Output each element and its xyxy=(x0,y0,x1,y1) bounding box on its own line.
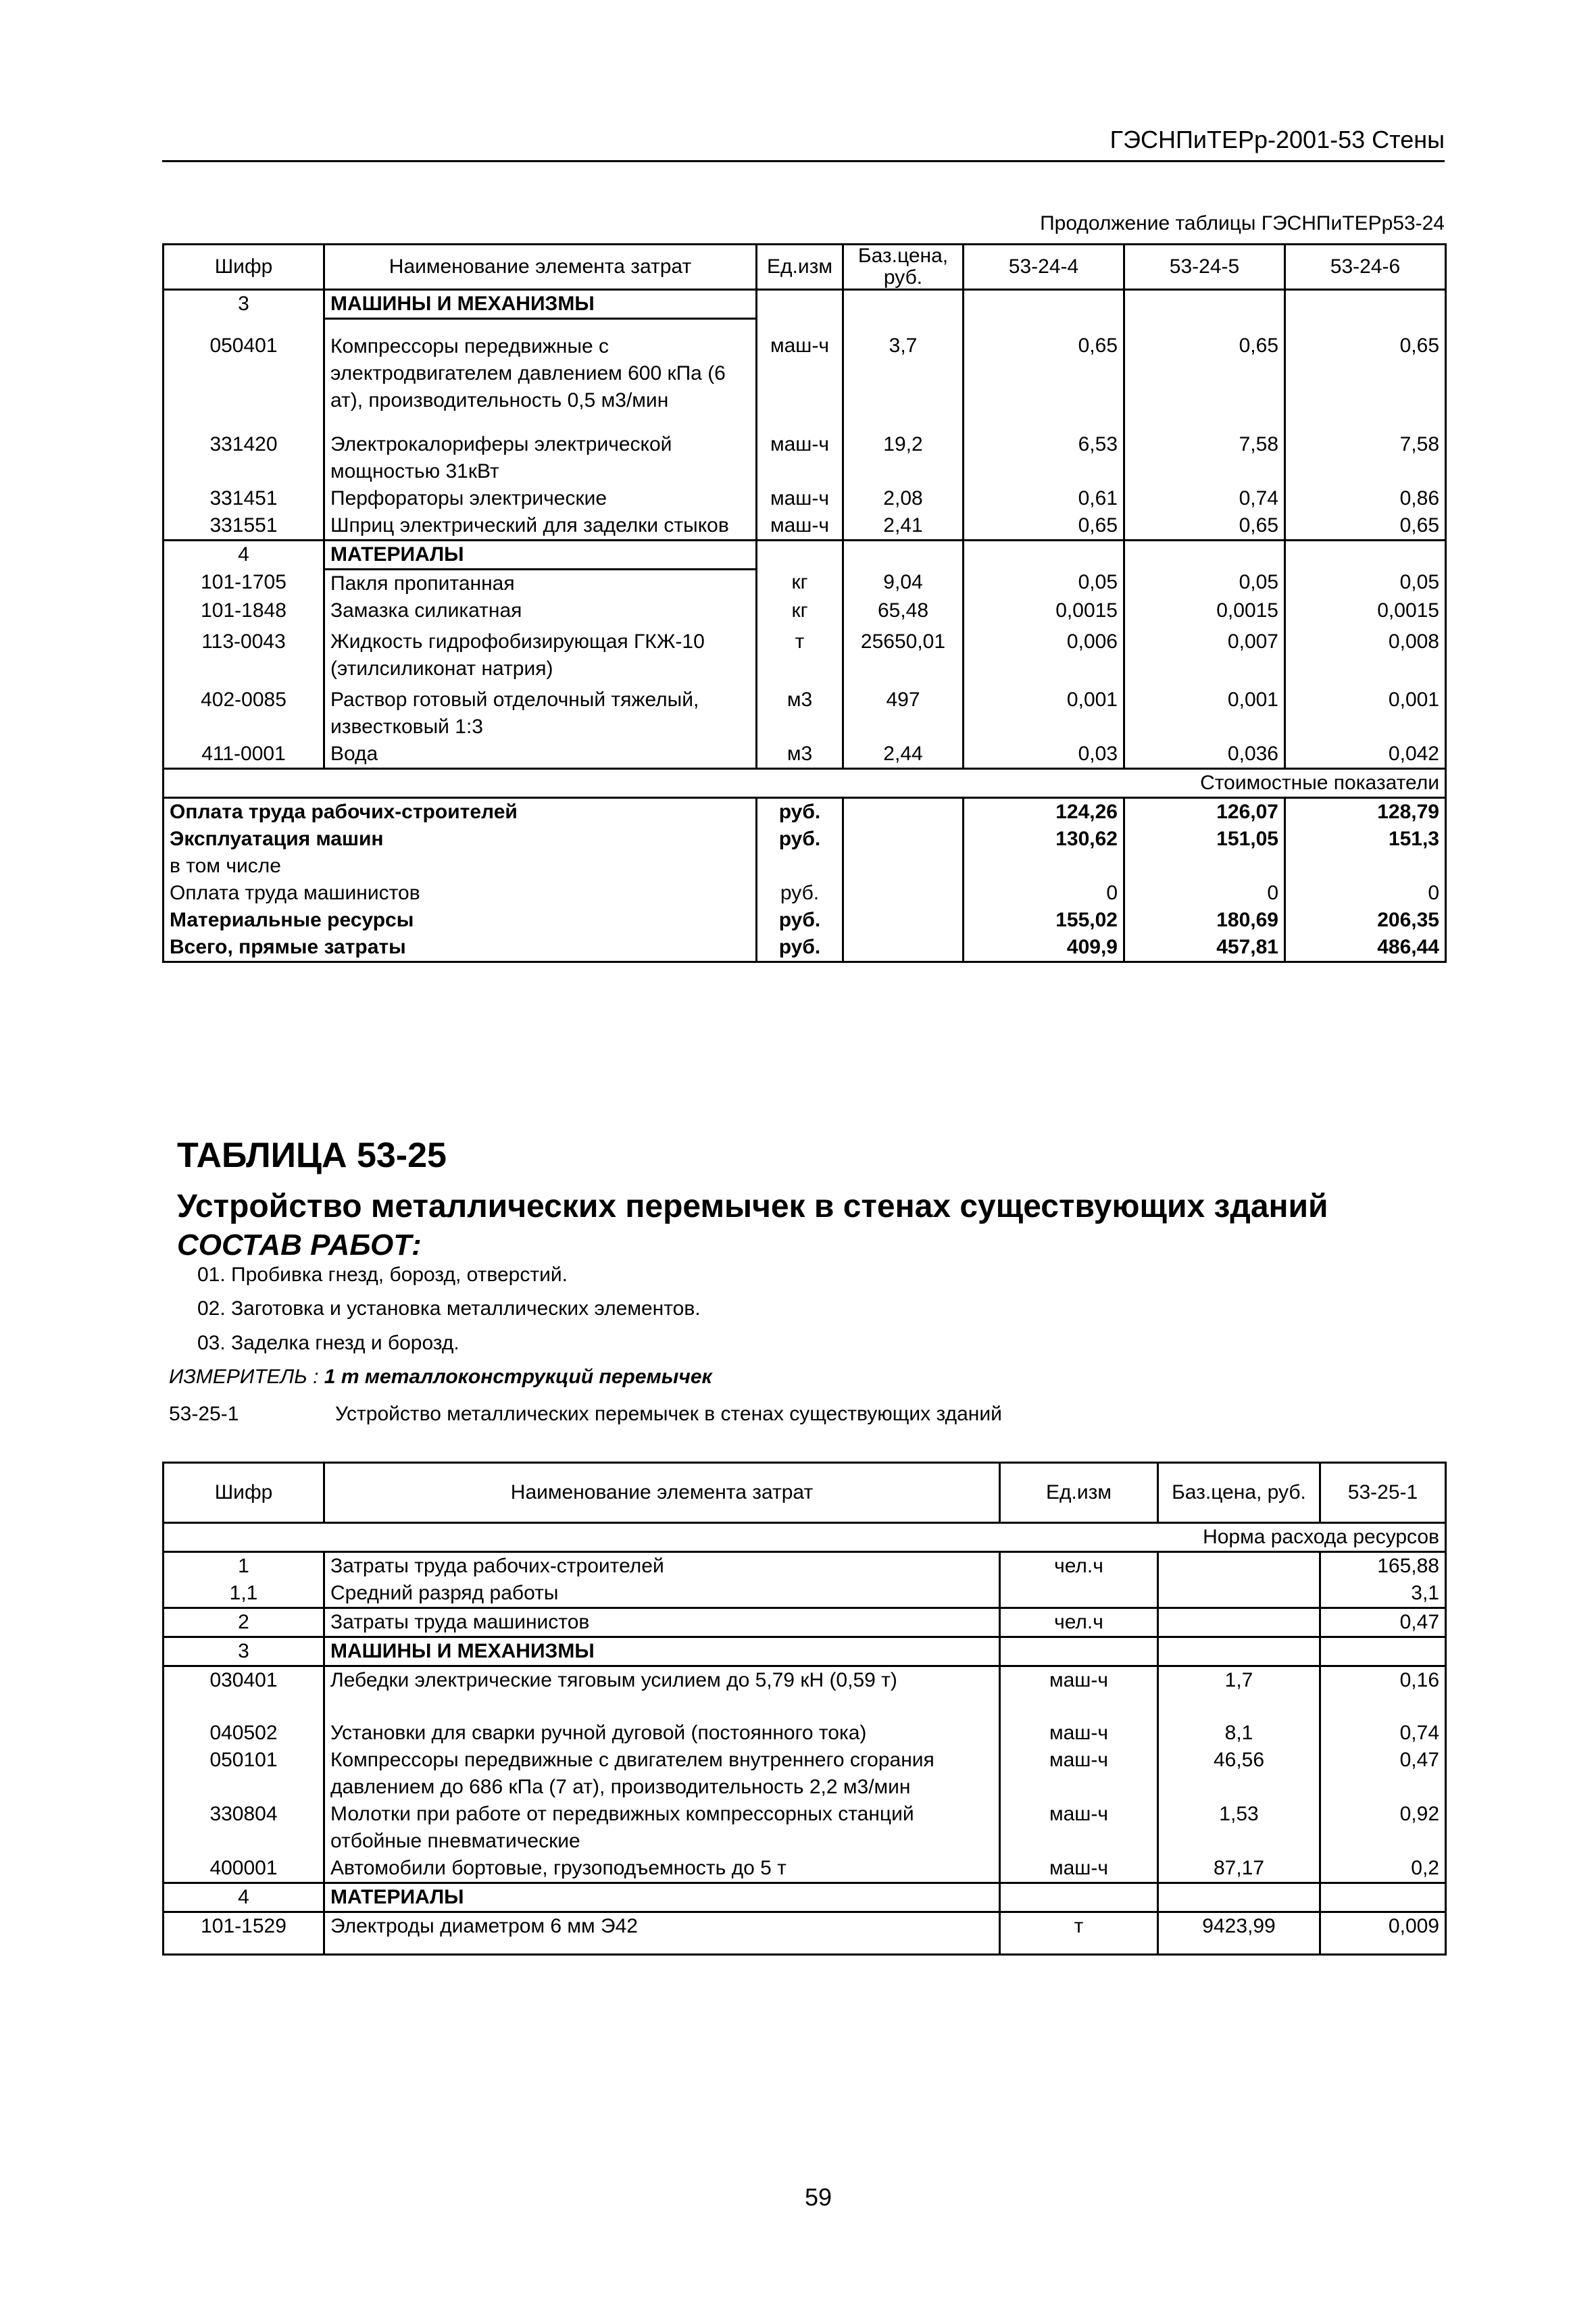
summary-value: 124,26 xyxy=(964,797,1124,826)
row-price: 8,1 xyxy=(1158,1720,1320,1747)
section-number: 3 xyxy=(164,290,324,319)
summary-label: в том числе xyxy=(170,854,281,877)
summary-label: Оплата труда машинистов xyxy=(170,881,420,904)
row-value: 0,0015 xyxy=(1377,599,1439,622)
summary-value: 457,81 xyxy=(1124,934,1285,962)
table-row xyxy=(164,1912,1446,1955)
table-53-24 xyxy=(162,243,1447,963)
summary-row xyxy=(164,826,1446,853)
summary-unit: руб. xyxy=(757,797,843,826)
row-price: 25650,01 xyxy=(843,624,964,682)
row-unit: маш-ч xyxy=(757,512,843,541)
table-header-row xyxy=(164,1463,1446,1523)
row-name: Лебедки электрические тяговым усилием до 5,79 кН (0,59 т) xyxy=(324,1666,1000,1720)
row-unit: чел.ч xyxy=(1000,1552,1158,1580)
row-price: 1,7 xyxy=(1158,1666,1320,1720)
column-header: Наименование элемента затрат xyxy=(324,245,757,290)
summary-row xyxy=(164,797,1446,826)
row-unit: м3 xyxy=(757,682,843,741)
summary-value: 206,35 xyxy=(1377,908,1439,931)
row-code: 050401 xyxy=(164,319,324,427)
row-value: 0,65 xyxy=(964,319,1124,427)
row-name: Затраты труда машинистов xyxy=(324,1608,1000,1637)
row-code: 331420 xyxy=(164,427,324,485)
row-name: Жидкость гидрофобизирующая ГКЖ-10 (этилсиликонат натрия) xyxy=(324,624,757,682)
summary-value: 151,05 xyxy=(1124,826,1285,853)
section-number: 4 xyxy=(164,1883,324,1912)
row-value: 0,16 xyxy=(1320,1666,1446,1720)
row-code: 400001 xyxy=(164,1855,324,1883)
row-code: 030401 xyxy=(164,1666,324,1720)
row-unit: маш-ч xyxy=(757,485,843,512)
table-row xyxy=(164,1720,1446,1747)
row-name: Средний разряд работы xyxy=(324,1580,1000,1608)
table-row xyxy=(164,485,1446,512)
section-title: МАШИНЫ И МЕХАНИЗМЫ xyxy=(324,1637,1000,1666)
row-name: Установки для сварки ручной дуговой (постоянного тока) xyxy=(324,1720,1000,1747)
table-row xyxy=(164,569,1446,597)
row-name: Электрокалориферы электрической мощностью 31кВт xyxy=(324,427,757,485)
summary-value: 0 xyxy=(964,880,1124,907)
table-row xyxy=(164,1801,1446,1855)
summary-value: 128,79 xyxy=(1377,800,1439,823)
row-name: Пакля пропитанная xyxy=(324,569,757,597)
summary-value: 486,44 xyxy=(1377,935,1439,958)
column-header: 53-24-4 xyxy=(964,245,1124,290)
row-unit: кг xyxy=(757,597,843,624)
row-price: 19,2 xyxy=(843,427,964,485)
summary-unit: руб. xyxy=(757,934,843,962)
summary-row xyxy=(164,934,1446,962)
row-value: 0,03 xyxy=(964,741,1124,769)
row-value: 0,65 xyxy=(1124,512,1285,541)
row-value: 0,2 xyxy=(1411,1857,1439,1879)
row-code: 402-0085 xyxy=(164,682,324,741)
row-value: 0,92 xyxy=(1399,1803,1439,1825)
row-code: 331451 xyxy=(164,485,324,512)
table-subtitle: Устройство металлических перемычек в стенах существующих зданий xyxy=(177,1189,1328,1224)
row-value: 0,47 xyxy=(1399,1749,1439,1771)
row-value: 0,0015 xyxy=(964,597,1124,624)
row-price: 2,41 xyxy=(843,512,964,541)
row-name: Раствор готовый отделочный тяжелый, известковый 1:3 xyxy=(324,682,757,741)
row-value: 0,74 xyxy=(1124,485,1285,512)
row-value: 0,65 xyxy=(1399,514,1439,537)
row-value: 0,65 xyxy=(1124,319,1285,427)
row-unit: маш-ч xyxy=(757,427,843,485)
cost-indicators-label: Стоимостные показатели xyxy=(164,768,1446,797)
table-row xyxy=(164,427,1446,485)
row-code: 331551 xyxy=(164,512,324,541)
section-row xyxy=(164,1637,1446,1666)
row-value: 0,61 xyxy=(964,485,1124,512)
summary-value: 155,02 xyxy=(964,907,1124,934)
summary-unit: руб. xyxy=(757,826,843,853)
summary-label: Всего, прямые затраты xyxy=(170,935,406,958)
column-header: Ед.изм xyxy=(757,245,843,290)
summary-label: Оплата труда рабочих-строителей xyxy=(170,800,518,823)
table-row xyxy=(164,1580,1446,1608)
summary-value: 0 xyxy=(1124,880,1285,907)
row-value: 0,47 xyxy=(1320,1608,1446,1637)
column-header: 53-25-1 xyxy=(1320,1463,1446,1523)
table-title: ТАБЛИЦА 53-25 xyxy=(177,1136,447,1175)
section-number: 3 xyxy=(164,1637,324,1666)
header-rule xyxy=(162,160,1445,162)
row-value: 0,86 xyxy=(1399,487,1439,509)
row-price: 1,53 xyxy=(1158,1801,1320,1855)
row-name: Автомобили бортовые, грузоподъемность до 5 т xyxy=(324,1855,1000,1883)
section-title: МАТЕРИАЛЫ xyxy=(324,1883,1000,1912)
table-row xyxy=(164,1608,1446,1637)
row-price: 497 xyxy=(843,682,964,741)
norm-row xyxy=(164,1523,1446,1552)
row-price: 2,44 xyxy=(843,741,964,769)
column-header: Ед.изм xyxy=(1000,1463,1158,1523)
norm-label: Норма расхода ресурсов xyxy=(164,1523,1446,1552)
row-price: 2,08 xyxy=(843,485,964,512)
row-code: 101-1705 xyxy=(164,569,324,597)
section-row xyxy=(164,540,1446,569)
table-row xyxy=(164,624,1446,682)
row-unit: маш-ч xyxy=(1000,1801,1158,1855)
row-code: 101-1529 xyxy=(164,1912,324,1955)
row-value: 0,001 xyxy=(964,682,1124,741)
table-row xyxy=(164,1747,1446,1801)
row-name: Шприц электрический для заделки стыков xyxy=(324,512,757,541)
row-price: 9423,99 xyxy=(1158,1912,1320,1955)
row-name: Молотки при работе от передвижных компрессорных станций отбойные пневматические xyxy=(324,1801,1000,1855)
summary-row xyxy=(164,880,1446,907)
row-unit: кг xyxy=(757,569,843,597)
row-value: 0,05 xyxy=(964,569,1124,597)
row-name: Затраты труда рабочих-строителей xyxy=(324,1552,1000,1580)
column-header: 53-24-5 xyxy=(1124,245,1285,290)
row-value: 0,042 xyxy=(1388,742,1439,765)
table-row xyxy=(164,1666,1446,1720)
code-line-desc: Устройство металлических перемычек в стенах существующих зданий xyxy=(335,1403,1002,1425)
column-header: Шифр xyxy=(164,245,324,290)
summary-unit: руб. xyxy=(757,907,843,934)
row-value: 0,0015 xyxy=(1124,597,1285,624)
row-value: 0,001 xyxy=(1124,682,1285,741)
summary-value: 180,69 xyxy=(1124,907,1285,934)
summary-row xyxy=(164,907,1446,934)
summary-label: Материальные ресурсы xyxy=(170,908,414,931)
row-value: 0,65 xyxy=(1399,334,1439,357)
row-name: Компрессоры передвижные с электродвигателем давлением 600 кПа (6 ат), производительность 0,5 м3/мин xyxy=(324,319,757,427)
row-price: 9,04 xyxy=(843,569,964,597)
row-value: 0,007 xyxy=(1124,624,1285,682)
row-name: Электроды диаметром 6 мм Э42 xyxy=(324,1912,1000,1955)
row-code: 411-0001 xyxy=(164,741,324,769)
summary-value: 130,62 xyxy=(964,826,1124,853)
row-value: 0,006 xyxy=(964,624,1124,682)
page-header: ГЭСНПиТЕРр-2001-53 Стены xyxy=(1109,126,1445,153)
summary-row xyxy=(164,853,1446,880)
row-value: 0,05 xyxy=(1124,569,1285,597)
row-unit: маш-ч xyxy=(1000,1666,1158,1720)
table-row xyxy=(164,597,1446,624)
row-price xyxy=(1158,1552,1320,1580)
table-row xyxy=(164,741,1446,769)
row-value: 6,53 xyxy=(964,427,1124,485)
measure-value: 1 т металлоконструкций перемычек xyxy=(324,1366,712,1388)
row-code: 1,1 xyxy=(164,1580,324,1608)
summary-value: 0 xyxy=(1428,881,1439,904)
work-item: 02. Заготовка и установка металлических элементов. xyxy=(197,1297,701,1320)
row-value: 0,65 xyxy=(964,512,1124,541)
row-value: 0,05 xyxy=(1399,571,1439,593)
table-row xyxy=(164,1552,1446,1580)
row-code: 040502 xyxy=(164,1720,324,1747)
code-line xyxy=(169,1403,1002,1426)
table-row xyxy=(164,512,1446,541)
table-row xyxy=(164,319,1446,427)
row-price xyxy=(1158,1580,1320,1608)
table-53-25 xyxy=(162,1462,1447,1956)
row-value: 7,58 xyxy=(1399,432,1439,455)
row-code: 101-1848 xyxy=(164,597,324,624)
row-name: Перфораторы электрические xyxy=(324,485,757,512)
measure-line xyxy=(169,1366,712,1389)
table-row xyxy=(164,682,1446,741)
row-value: 0,036 xyxy=(1124,741,1285,769)
row-code: 050101 xyxy=(164,1747,324,1801)
column-header: Баз.цена, руб. xyxy=(1158,1463,1320,1523)
row-price xyxy=(1158,1608,1320,1637)
section-row xyxy=(164,1883,1446,1912)
section-title: МАТЕРИАЛЫ xyxy=(324,540,757,569)
row-value: 165,88 xyxy=(1377,1555,1439,1577)
table-row xyxy=(164,1855,1446,1883)
row-code: 1 xyxy=(164,1552,324,1580)
row-price: 65,48 xyxy=(843,597,964,624)
table-continuation-label: Продолжение таблицы ГЭСНПиТЕРр53-24 xyxy=(1040,212,1445,234)
work-item: 01. Пробивка гнезд, борозд, отверстий. xyxy=(197,1264,568,1286)
row-unit: м3 xyxy=(757,741,843,769)
composition-label: СОСТАВ РАБОТ: xyxy=(177,1228,422,1262)
row-price: 87,17 xyxy=(1158,1855,1320,1883)
row-name: Вода xyxy=(324,741,757,769)
summary-unit: руб. xyxy=(757,880,843,907)
page-number: 59 xyxy=(804,2183,832,2211)
row-unit: маш-ч xyxy=(1000,1747,1158,1801)
work-item: 03. Заделка гнезд и борозд. xyxy=(197,1332,459,1354)
row-code: 2 xyxy=(164,1608,324,1637)
row-name: Замазка силикатная xyxy=(324,597,757,624)
row-unit: т xyxy=(1000,1912,1158,1955)
row-unit: чел.ч xyxy=(1000,1608,1158,1637)
summary-value: 126,07 xyxy=(1124,797,1285,826)
row-name: Компрессоры передвижные с двигателем внутреннего сгорания давлением до 686 кПа (7 ат), производительность 2,2 м3/мин xyxy=(324,1747,1000,1801)
code-line-code: 53-25-1 xyxy=(169,1403,239,1425)
section-number: 4 xyxy=(164,540,324,569)
row-value: 3,1 xyxy=(1411,1582,1439,1604)
row-code: 330804 xyxy=(164,1801,324,1855)
row-unit: маш-ч xyxy=(757,319,843,427)
row-value: 0,74 xyxy=(1399,1722,1439,1744)
column-header: Наименование элемента затрат xyxy=(324,1463,1000,1523)
cost-indicators-row xyxy=(164,768,1446,797)
row-code: 113-0043 xyxy=(164,624,324,682)
row-unit: маш-ч xyxy=(1000,1855,1158,1883)
row-unit xyxy=(1000,1580,1158,1608)
table-header-row xyxy=(164,245,1446,290)
column-header: Баз.цена, руб. xyxy=(843,245,964,290)
row-value: 0,009 xyxy=(1320,1912,1446,1955)
row-value: 0,008 xyxy=(1388,630,1439,653)
row-value: 7,58 xyxy=(1124,427,1285,485)
row-unit: маш-ч xyxy=(1000,1720,1158,1747)
column-header: 53-24-6 xyxy=(1285,245,1446,290)
row-unit: т xyxy=(757,624,843,682)
measure-label: ИЗМЕРИТЕЛЬ : xyxy=(169,1366,319,1388)
column-header: Шифр xyxy=(164,1463,324,1523)
row-price: 46,56 xyxy=(1158,1747,1320,1801)
row-value: 0,001 xyxy=(1388,688,1439,711)
row-price: 3,7 xyxy=(843,319,964,427)
section-row xyxy=(164,290,1446,319)
summary-value: 151,3 xyxy=(1388,827,1439,850)
section-title: МАШИНЫ И МЕХАНИЗМЫ xyxy=(324,290,757,319)
summary-value: 409,9 xyxy=(964,934,1124,962)
summary-label: Эксплуатация машин xyxy=(170,827,384,850)
